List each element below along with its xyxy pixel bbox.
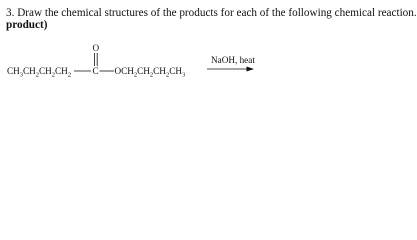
carbonyl-oxygen: O — [92, 43, 100, 53]
question-line-1: 3. Draw the chemical structures of the products for each of the following chemical reaction. — [6, 7, 417, 19]
carbonyl-carbon: C — [92, 66, 99, 76]
reaction-conditions: NaOH, heat — [211, 55, 255, 65]
left-alkyl-group: $CH_3CH_2CH_2CH_2$ — [7, 66, 72, 79]
right-alkoxy-group: $OCH_2CH_2CH_2CH_3$ — [114, 66, 186, 79]
question-line-2: product) — [6, 19, 48, 31]
reaction-arrow-head-icon — [247, 67, 255, 72]
